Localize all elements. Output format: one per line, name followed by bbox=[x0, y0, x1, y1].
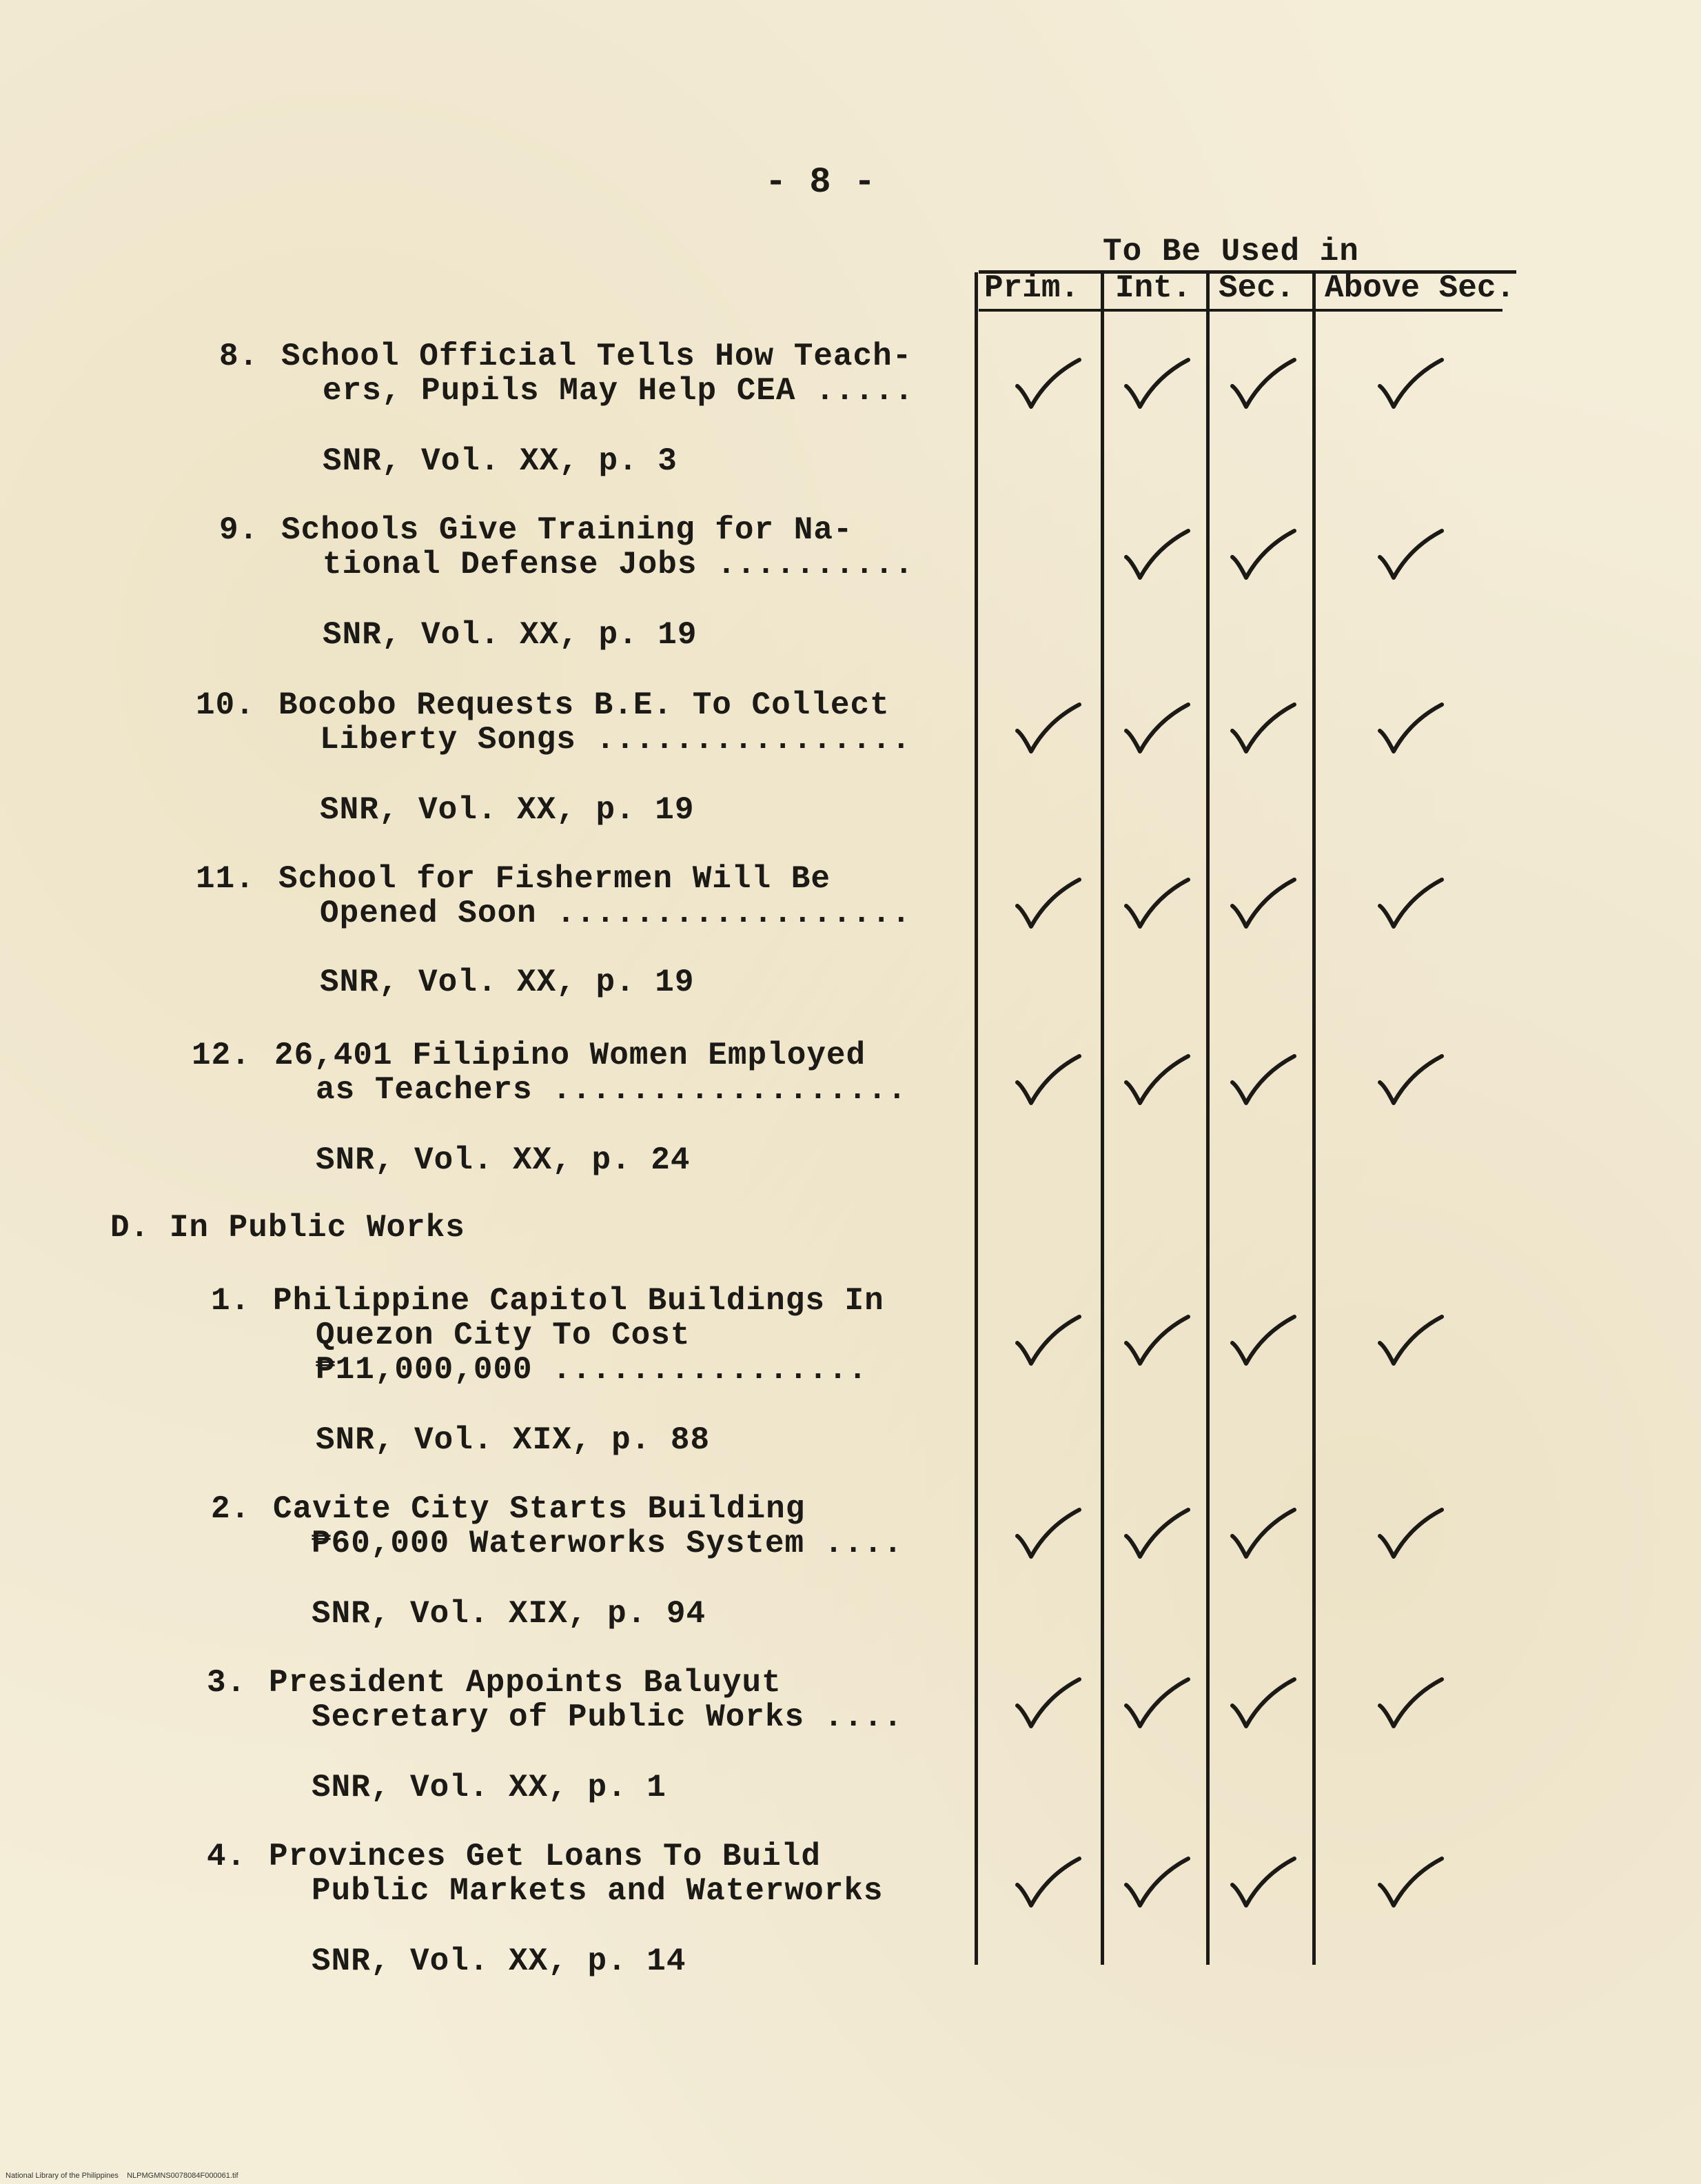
entry-title-line: Secretary of Public Works .... bbox=[312, 1699, 904, 1735]
check-mark-icon bbox=[1376, 1313, 1445, 1368]
entry-number: 4. bbox=[207, 1839, 247, 1874]
column-group-label: To Be Used in bbox=[1103, 234, 1359, 270]
column-rule-3 bbox=[1206, 272, 1210, 1965]
entry-number: 3. bbox=[207, 1665, 247, 1701]
check-mark-icon bbox=[1013, 1313, 1082, 1368]
check-mark-icon bbox=[1122, 356, 1191, 411]
entry-title-line: ers, Pupils May Help CEA ..... bbox=[323, 373, 915, 409]
check-mark-icon bbox=[1122, 876, 1191, 931]
check-mark-icon bbox=[1376, 527, 1445, 582]
entry-title-line: School Official Tells How Teach- bbox=[281, 338, 913, 374]
entry-reference: SNR, Vol. XX, p. 19 bbox=[320, 792, 695, 828]
check-mark-icon bbox=[1376, 1854, 1445, 1910]
check-mark-icon bbox=[1228, 1506, 1297, 1561]
check-mark-icon bbox=[1376, 700, 1445, 756]
check-mark-icon bbox=[1122, 700, 1191, 756]
entry-title-line: Cavite City Starts Building bbox=[273, 1491, 806, 1527]
column-header-int: Int. bbox=[1115, 270, 1192, 306]
entry-title-line: 26,401 Filipino Women Employed bbox=[274, 1038, 866, 1073]
entry-title-line: Opened Soon .................. bbox=[320, 896, 912, 931]
check-mark-icon bbox=[1013, 1675, 1082, 1730]
check-mark-icon bbox=[1228, 527, 1297, 582]
entry-reference: SNR, Vol. XX, p. 19 bbox=[320, 964, 695, 1000]
entry-number: 12. bbox=[192, 1038, 251, 1073]
entry-reference: SNR, Vol. XX, p. 24 bbox=[316, 1142, 691, 1178]
check-mark-icon bbox=[1376, 1506, 1445, 1561]
column-rule-1 bbox=[975, 272, 978, 1965]
entry-number: 1. bbox=[211, 1283, 251, 1319]
check-mark-icon bbox=[1122, 527, 1191, 582]
column-rule-4 bbox=[1312, 272, 1316, 1965]
entry-title-line: Quezon City To Cost bbox=[316, 1317, 691, 1353]
check-mark-icon bbox=[1122, 1052, 1191, 1107]
check-mark-icon bbox=[1228, 356, 1297, 411]
check-mark-icon bbox=[1228, 876, 1297, 931]
check-mark-icon bbox=[1013, 356, 1082, 411]
entry-title-line: Bocobo Requests B.E. To Collect bbox=[278, 687, 890, 723]
entry-reference: SNR, Vol. XIX, p. 88 bbox=[316, 1422, 711, 1458]
entry-number: 2. bbox=[211, 1491, 251, 1527]
entry-reference: SNR, Vol. XIX, p. 94 bbox=[312, 1596, 706, 1632]
entry-number: 10. bbox=[196, 687, 255, 723]
entry-reference: SNR, Vol. XX, p. 1 bbox=[312, 1770, 666, 1806]
check-mark-icon bbox=[1013, 1854, 1082, 1910]
check-mark-icon bbox=[1122, 1506, 1191, 1561]
check-mark-icon bbox=[1122, 1854, 1191, 1910]
entry-reference: SNR, Vol. XX, p. 19 bbox=[323, 617, 697, 653]
entry-title-line: ₱11,000,000 ................ bbox=[316, 1352, 868, 1388]
entry-title-line: School for Fishermen Will Be bbox=[278, 861, 831, 897]
entry-title-line: Liberty Songs ................ bbox=[320, 722, 912, 758]
check-mark-icon bbox=[1376, 876, 1445, 931]
entry-title-line: President Appoints Baluyut bbox=[269, 1665, 782, 1701]
entry-title-line: as Teachers .................. bbox=[316, 1072, 908, 1108]
check-mark-icon bbox=[1228, 1675, 1297, 1730]
check-mark-icon bbox=[1013, 1052, 1082, 1107]
entry-reference: SNR, Vol. XX, p. 14 bbox=[312, 1943, 686, 1979]
entry-title-line: Schools Give Training for Na- bbox=[281, 512, 853, 548]
column-header-sec: Sec. bbox=[1219, 270, 1295, 306]
check-mark-icon bbox=[1228, 1313, 1297, 1368]
entry-number: 8. bbox=[219, 338, 259, 374]
header-underline bbox=[979, 309, 1503, 312]
check-mark-icon bbox=[1122, 1675, 1191, 1730]
entry-title-line: Public Markets and Waterworks bbox=[312, 1873, 884, 1909]
entry-number: 11. bbox=[196, 861, 255, 897]
column-rule-2 bbox=[1101, 272, 1104, 1965]
archive-footer: National Library of the Philippines NLPMGMNS0078084F000061.tif bbox=[6, 2172, 238, 2180]
entry-title-line: tional Defense Jobs .......... bbox=[323, 547, 915, 583]
column-header-prim: Prim. bbox=[984, 270, 1080, 306]
check-mark-icon bbox=[1376, 1675, 1445, 1730]
check-mark-icon bbox=[1122, 1313, 1191, 1368]
entry-reference: SNR, Vol. XX, p. 3 bbox=[323, 443, 678, 479]
entry-title-line: Provinces Get Loans To Build bbox=[269, 1839, 821, 1874]
check-mark-icon bbox=[1376, 1052, 1445, 1107]
check-mark-icon bbox=[1013, 876, 1082, 931]
column-header-above-sec: Above Sec. bbox=[1325, 270, 1516, 306]
page-number: - 8 - bbox=[765, 162, 877, 203]
check-mark-icon bbox=[1013, 1506, 1082, 1561]
check-mark-icon bbox=[1228, 1854, 1297, 1910]
check-mark-icon bbox=[1376, 356, 1445, 411]
entry-title-line: Philippine Capitol Buildings In bbox=[273, 1283, 884, 1319]
entry-title-line: ₱60,000 Waterworks System .... bbox=[312, 1526, 904, 1561]
check-mark-icon bbox=[1013, 700, 1082, 756]
check-mark-icon bbox=[1228, 1052, 1297, 1107]
entry-number: 9. bbox=[219, 512, 259, 548]
section-heading: D. In Public Works bbox=[110, 1210, 465, 1246]
check-mark-icon bbox=[1228, 700, 1297, 756]
